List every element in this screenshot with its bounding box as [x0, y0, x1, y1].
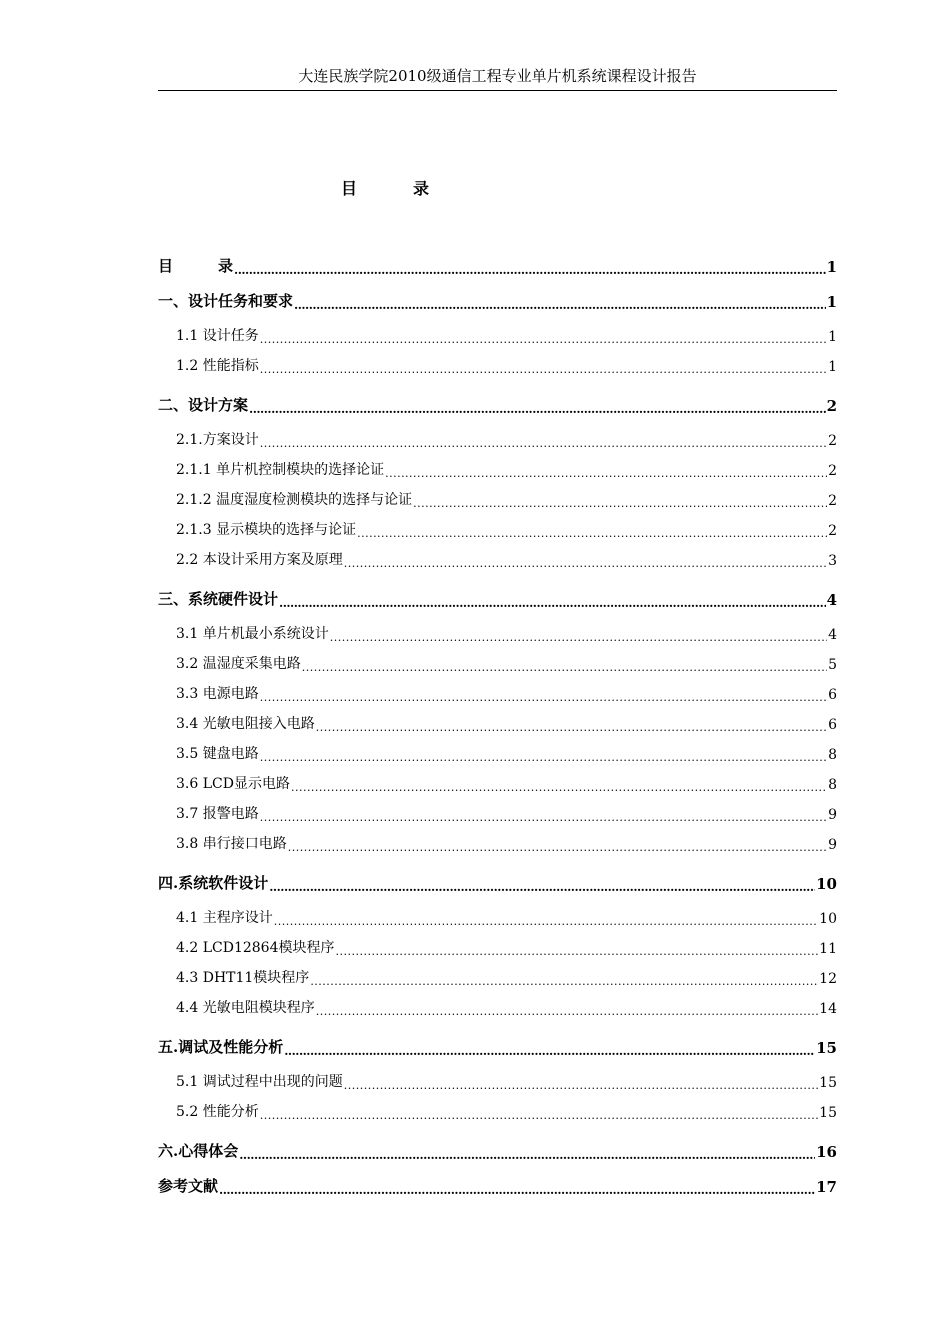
title-char-1: 目 [340, 179, 357, 198]
toc-entry-label: 1.2 性能指标 [176, 358, 259, 374]
toc-entry-page: 15 [819, 1105, 837, 1121]
toc-leader-dots [234, 264, 826, 276]
toc-entry-page: 11 [819, 941, 837, 957]
toc-leader-dots [302, 662, 827, 673]
toc-entry-label: 4.3 DHT11模块程序 [176, 970, 310, 986]
toc-entry[interactable] [176, 1071, 837, 1091]
toc-entry-label: 4.1 主程序设计 [176, 910, 273, 926]
toc-leader-dots [260, 438, 827, 449]
toc-leader-dots [316, 1006, 818, 1017]
toc-entry[interactable] [158, 873, 837, 893]
toc-entry-page: 2 [828, 433, 837, 449]
toc-entry-label: 3.6 LCD显示电路 [176, 776, 290, 792]
toc-entry[interactable] [176, 713, 837, 733]
toc-entry[interactable] [176, 459, 837, 479]
toc-entry[interactable] [176, 937, 837, 957]
toc-entry-page: 3 [828, 553, 837, 569]
toc-entry[interactable] [158, 1141, 837, 1161]
toc-entry-label: 五.调试及性能分析 [158, 1038, 284, 1056]
toc-entry-page: 2 [828, 493, 837, 509]
toc-entry-label: 参考文献 [158, 1177, 219, 1195]
toc-entry-label: 4.4 光敏电阻模块程序 [176, 1000, 315, 1016]
toc-entry-page: 14 [819, 1001, 837, 1017]
toc-entry-page: 4 [828, 627, 837, 643]
toc-leader-dots [330, 632, 827, 643]
toc-entry-label: 2.2 本设计采用方案及原理 [176, 552, 343, 568]
toc-entry-page: 10 [819, 911, 837, 927]
toc-entry-label: 2.1.2 温度湿度检测模块的选择与论证 [176, 492, 413, 508]
toc-leader-dots [344, 558, 827, 569]
toc-entry-label: 3.4 光敏电阻接入电路 [176, 716, 315, 732]
toc-entry-page: 6 [828, 687, 837, 703]
toc-entry-label: 3.3 电源电路 [176, 686, 259, 702]
toc-entry-page: 9 [828, 807, 837, 823]
toc-entry-label: 一、设计任务和要求 [158, 292, 294, 310]
toc-entry[interactable] [176, 683, 837, 703]
toc-entry-page: 9 [828, 837, 837, 853]
toc-entry-label: 3.7 报警电路 [176, 806, 259, 822]
toc-leader-dots [219, 1184, 815, 1196]
toc-entry[interactable] [176, 355, 837, 375]
toc-entry-page: 15 [819, 1075, 837, 1091]
toc-entry-page: 1 [826, 293, 837, 311]
toc-leader-dots [284, 1045, 815, 1057]
toc-entry[interactable] [176, 907, 837, 927]
toc-entry-page: 2 [828, 463, 837, 479]
toc-entry[interactable] [176, 623, 837, 643]
toc-entry-label: 六.心得体会 [158, 1142, 239, 1160]
header-text: 大连民族学院2010级通信工程专业单片机系统课程设计报告 [298, 67, 697, 85]
toc-leader-dots [385, 468, 827, 479]
toc-entry[interactable] [176, 325, 837, 345]
toc-entry[interactable] [176, 653, 837, 673]
toc-entry-page: 8 [828, 777, 837, 793]
toc-entry[interactable] [176, 967, 837, 987]
toc-leader-dots [274, 916, 818, 927]
toc-entry[interactable] [176, 833, 837, 853]
toc-entry-page: 1 [828, 359, 837, 375]
toc-entry[interactable] [176, 803, 837, 823]
toc-entry-page: 8 [828, 747, 837, 763]
toc-entry-label: 目 录 [158, 257, 234, 275]
toc-entry-label: 二、设计方案 [158, 396, 249, 414]
toc-entry[interactable] [158, 589, 837, 609]
toc-entry[interactable] [176, 489, 837, 509]
toc-entry[interactable] [176, 429, 837, 449]
toc-entry[interactable] [158, 1037, 837, 1057]
toc-leader-dots [291, 782, 827, 793]
toc-entry-page: 16 [816, 1143, 837, 1161]
title-char-2: 录 [413, 179, 430, 198]
toc-leader-dots [249, 403, 826, 415]
toc-leader-dots [344, 1080, 818, 1091]
toc-entry-page: 5 [828, 657, 837, 673]
toc-entry[interactable] [158, 291, 837, 311]
toc-entry-label: 三、系统硬件设计 [158, 590, 279, 608]
toc-entry-page: 17 [816, 1178, 837, 1196]
toc-leader-dots [239, 1149, 815, 1161]
toc-entry-page: 15 [816, 1039, 837, 1057]
toc-leader-dots [316, 722, 827, 733]
toc-entry-label: 2.1.方案设计 [176, 432, 259, 448]
toc-entry[interactable] [176, 743, 837, 763]
toc-entry-label: 2.1.1 单片机控制模块的选择论证 [176, 462, 385, 478]
toc-entry-page: 10 [816, 875, 837, 893]
toc-entry[interactable] [158, 395, 837, 415]
toc-entry-page: 12 [819, 971, 837, 987]
toc-entry-page: 6 [828, 717, 837, 733]
toc-entry[interactable] [176, 1101, 837, 1121]
toc-leader-dots [260, 1110, 818, 1121]
toc-leader-dots [260, 752, 827, 763]
toc-entry-label: 5.2 性能分析 [176, 1104, 259, 1120]
toc-entry[interactable] [176, 997, 837, 1017]
toc-leader-dots [357, 528, 827, 539]
toc-entry[interactable] [176, 519, 837, 539]
toc-entry-label: 3.2 温湿度采集电路 [176, 656, 301, 672]
toc-entry-page: 2 [826, 397, 837, 415]
toc-leader-dots [260, 812, 827, 823]
toc-entry[interactable] [158, 1176, 837, 1196]
toc-leader-dots [288, 842, 827, 853]
toc-leader-dots [260, 692, 827, 703]
toc-entry-label: 4.2 LCD12864模块程序 [176, 940, 335, 956]
toc-entry-label: 3.5 键盘电路 [176, 746, 259, 762]
toc-entry[interactable] [176, 773, 837, 793]
toc-leader-dots [294, 299, 826, 311]
toc-entry-page: 2 [828, 523, 837, 539]
toc-entry-page: 1 [828, 329, 837, 345]
toc-entry-page: 1 [826, 258, 837, 276]
toc-leader-dots [335, 946, 818, 957]
toc-entry[interactable] [158, 256, 837, 276]
toc-entry-label: 四.系统软件设计 [158, 874, 269, 892]
toc-entry-label: 1.1 设计任务 [176, 328, 259, 344]
toc-leader-dots [260, 364, 827, 375]
toc-entry[interactable] [176, 549, 837, 569]
toc-leader-dots [279, 597, 826, 609]
toc-entry-page: 4 [826, 591, 837, 609]
toc-entry-label: 2.1.3 显示模块的选择与论证 [176, 522, 357, 538]
toc-entry-label: 3.8 串行接口电路 [176, 836, 287, 852]
toc-leader-dots [413, 498, 827, 509]
toc-leader-dots [310, 976, 818, 987]
toc-leader-dots [260, 334, 827, 345]
toc-entry-label: 5.1 调试过程中出现的问题 [176, 1074, 343, 1090]
toc-entry-label: 3.1 单片机最小系统设计 [176, 626, 329, 642]
toc-leader-dots [269, 881, 815, 893]
